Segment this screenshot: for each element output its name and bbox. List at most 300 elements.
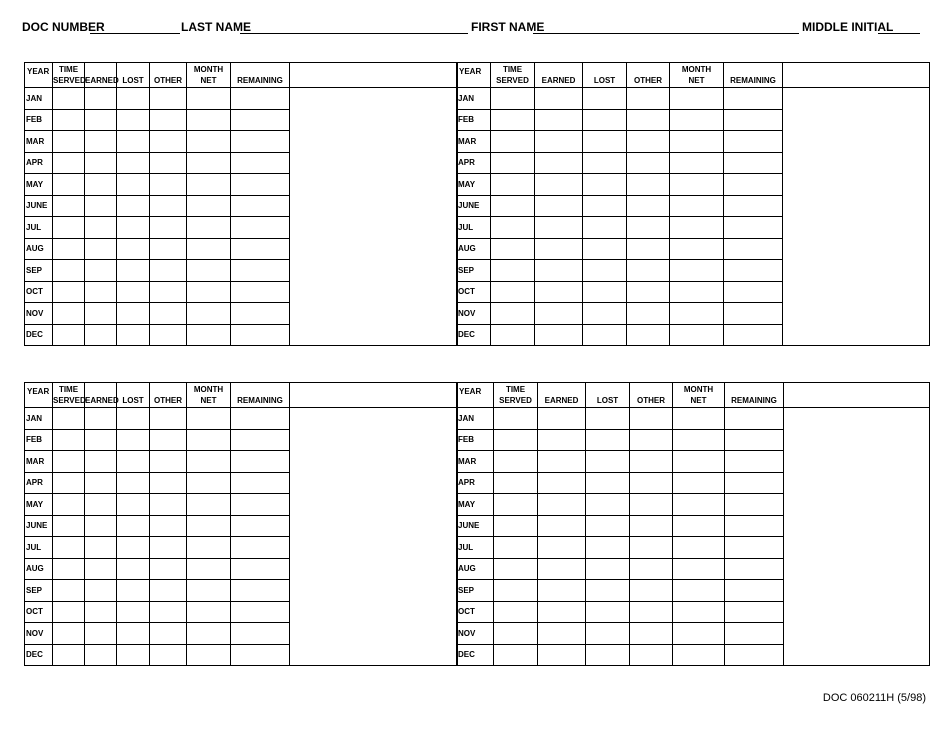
time-served-cell[interactable] [494,623,538,645]
notes-cell[interactable] [783,88,930,110]
lost-cell[interactable] [586,580,630,602]
notes-cell[interactable] [290,558,458,580]
notes-cell[interactable] [290,195,458,217]
remaining-cell[interactable] [231,88,290,110]
remaining-cell[interactable] [231,451,290,473]
lost-cell[interactable] [117,109,150,131]
notes-cell[interactable] [783,281,930,303]
time-served-cell[interactable] [491,217,535,239]
month-net-cell[interactable] [187,281,231,303]
doc-number-field[interactable] [90,33,180,34]
month-net-cell[interactable] [187,580,231,602]
earned-cell[interactable] [85,260,117,282]
time-served-cell[interactable] [53,494,85,516]
remaining-cell[interactable] [231,260,290,282]
lost-cell[interactable] [117,324,150,346]
lost-cell[interactable] [586,644,630,666]
other-cell[interactable] [150,303,187,325]
lost-cell[interactable] [583,238,627,260]
earned-cell[interactable] [535,238,583,260]
lost-cell[interactable] [586,558,630,580]
other-cell[interactable] [630,580,673,602]
time-served-cell[interactable] [53,109,85,131]
notes-cell[interactable] [784,601,930,623]
other-cell[interactable] [630,623,673,645]
time-served-cell[interactable] [53,408,85,430]
remaining-cell[interactable] [725,580,784,602]
other-cell[interactable] [630,451,673,473]
time-served-cell[interactable] [53,260,85,282]
lost-cell[interactable] [583,88,627,110]
lost-cell[interactable] [586,429,630,451]
last-name-field[interactable] [240,33,468,34]
earned-cell[interactable] [535,324,583,346]
earned-cell[interactable] [85,644,117,666]
time-served-cell[interactable] [53,580,85,602]
earned-cell[interactable] [538,537,586,559]
lost-cell[interactable] [117,152,150,174]
month-net-cell[interactable] [670,131,724,153]
notes-cell[interactable] [290,601,458,623]
remaining-cell[interactable] [231,408,290,430]
remaining-cell[interactable] [724,260,783,282]
earned-cell[interactable] [85,515,117,537]
remaining-cell[interactable] [724,174,783,196]
remaining-cell[interactable] [231,601,290,623]
other-cell[interactable] [630,408,673,430]
earned-cell[interactable] [535,281,583,303]
earned-cell[interactable] [538,408,586,430]
earned-cell[interactable] [538,429,586,451]
lost-cell[interactable] [117,131,150,153]
other-cell[interactable] [150,451,187,473]
time-served-cell[interactable] [494,644,538,666]
time-served-cell[interactable] [491,281,535,303]
month-net-cell[interactable] [187,623,231,645]
remaining-cell[interactable] [231,303,290,325]
other-cell[interactable] [627,324,670,346]
notes-cell[interactable] [290,537,458,559]
time-served-cell[interactable] [53,88,85,110]
notes-cell[interactable] [783,238,930,260]
lost-cell[interactable] [117,260,150,282]
notes-cell[interactable] [290,281,458,303]
earned-cell[interactable] [85,238,117,260]
lost-cell[interactable] [586,537,630,559]
month-net-cell[interactable] [187,88,231,110]
remaining-cell[interactable] [724,88,783,110]
month-net-cell[interactable] [673,494,725,516]
other-cell[interactable] [150,88,187,110]
notes-cell[interactable] [290,88,458,110]
lost-cell[interactable] [583,152,627,174]
month-net-cell[interactable] [673,580,725,602]
lost-cell[interactable] [583,174,627,196]
notes-cell[interactable] [290,217,458,239]
notes-cell[interactable] [784,408,930,430]
earned-cell[interactable] [85,217,117,239]
remaining-cell[interactable] [725,537,784,559]
lost-cell[interactable] [586,623,630,645]
other-cell[interactable] [150,601,187,623]
remaining-cell[interactable] [231,580,290,602]
other-cell[interactable] [150,238,187,260]
notes-cell[interactable] [783,195,930,217]
other-cell[interactable] [150,152,187,174]
time-served-cell[interactable] [491,324,535,346]
other-cell[interactable] [630,558,673,580]
earned-cell[interactable] [85,324,117,346]
notes-cell[interactable] [784,623,930,645]
lost-cell[interactable] [117,601,150,623]
lost-cell[interactable] [117,195,150,217]
month-net-cell[interactable] [673,429,725,451]
lost-cell[interactable] [586,515,630,537]
earned-cell[interactable] [538,601,586,623]
lost-cell[interactable] [117,217,150,239]
notes-cell[interactable] [290,152,458,174]
remaining-cell[interactable] [725,451,784,473]
earned-cell[interactable] [85,303,117,325]
remaining-cell[interactable] [231,472,290,494]
notes-cell[interactable] [290,429,458,451]
month-net-cell[interactable] [670,281,724,303]
lost-cell[interactable] [117,408,150,430]
remaining-cell[interactable] [231,623,290,645]
time-served-cell[interactable] [491,131,535,153]
earned-cell[interactable] [85,109,117,131]
remaining-cell[interactable] [724,238,783,260]
month-net-cell[interactable] [187,451,231,473]
notes-cell[interactable] [784,558,930,580]
month-net-cell[interactable] [187,303,231,325]
earned-cell[interactable] [85,131,117,153]
lost-cell[interactable] [583,303,627,325]
remaining-cell[interactable] [724,131,783,153]
earned-cell[interactable] [85,195,117,217]
lost-cell[interactable] [117,537,150,559]
time-served-cell[interactable] [491,109,535,131]
lost-cell[interactable] [586,601,630,623]
notes-cell[interactable] [783,109,930,131]
month-net-cell[interactable] [673,515,725,537]
other-cell[interactable] [150,281,187,303]
time-served-cell[interactable] [491,174,535,196]
earned-cell[interactable] [85,88,117,110]
remaining-cell[interactable] [231,515,290,537]
remaining-cell[interactable] [231,281,290,303]
time-served-cell[interactable] [53,174,85,196]
remaining-cell[interactable] [231,644,290,666]
notes-cell[interactable] [290,324,458,346]
earned-cell[interactable] [85,152,117,174]
earned-cell[interactable] [535,195,583,217]
earned-cell[interactable] [85,472,117,494]
other-cell[interactable] [627,217,670,239]
month-net-cell[interactable] [187,195,231,217]
other-cell[interactable] [150,217,187,239]
earned-cell[interactable] [535,88,583,110]
time-served-cell[interactable] [494,580,538,602]
time-served-cell[interactable] [53,281,85,303]
time-served-cell[interactable] [53,238,85,260]
other-cell[interactable] [627,152,670,174]
time-served-cell[interactable] [53,195,85,217]
remaining-cell[interactable] [231,217,290,239]
time-served-cell[interactable] [491,260,535,282]
earned-cell[interactable] [538,644,586,666]
other-cell[interactable] [627,131,670,153]
month-net-cell[interactable] [673,644,725,666]
middle-initial-field[interactable] [878,33,920,34]
time-served-cell[interactable] [53,429,85,451]
notes-cell[interactable] [783,131,930,153]
month-net-cell[interactable] [670,238,724,260]
lost-cell[interactable] [583,260,627,282]
remaining-cell[interactable] [231,537,290,559]
time-served-cell[interactable] [494,429,538,451]
earned-cell[interactable] [85,601,117,623]
earned-cell[interactable] [535,217,583,239]
time-served-cell[interactable] [53,324,85,346]
earned-cell[interactable] [85,558,117,580]
other-cell[interactable] [150,408,187,430]
other-cell[interactable] [630,429,673,451]
notes-cell[interactable] [290,623,458,645]
remaining-cell[interactable] [231,152,290,174]
remaining-cell[interactable] [231,429,290,451]
month-net-cell[interactable] [187,472,231,494]
remaining-cell[interactable] [231,109,290,131]
month-net-cell[interactable] [670,260,724,282]
month-net-cell[interactable] [670,152,724,174]
time-served-cell[interactable] [53,537,85,559]
month-net-cell[interactable] [670,303,724,325]
other-cell[interactable] [627,195,670,217]
time-served-cell[interactable] [494,472,538,494]
remaining-cell[interactable] [231,131,290,153]
month-net-cell[interactable] [187,494,231,516]
month-net-cell[interactable] [673,451,725,473]
lost-cell[interactable] [583,281,627,303]
lost-cell[interactable] [117,451,150,473]
notes-cell[interactable] [783,174,930,196]
remaining-cell[interactable] [725,429,784,451]
other-cell[interactable] [150,515,187,537]
month-net-cell[interactable] [670,195,724,217]
other-cell[interactable] [627,303,670,325]
time-served-cell[interactable] [53,131,85,153]
other-cell[interactable] [150,429,187,451]
earned-cell[interactable] [535,131,583,153]
month-net-cell[interactable] [673,623,725,645]
notes-cell[interactable] [290,131,458,153]
remaining-cell[interactable] [725,644,784,666]
time-served-cell[interactable] [53,601,85,623]
lost-cell[interactable] [117,88,150,110]
remaining-cell[interactable] [725,601,784,623]
earned-cell[interactable] [85,408,117,430]
notes-cell[interactable] [784,580,930,602]
other-cell[interactable] [627,238,670,260]
earned-cell[interactable] [535,174,583,196]
notes-cell[interactable] [784,515,930,537]
earned-cell[interactable] [538,515,586,537]
earned-cell[interactable] [538,558,586,580]
other-cell[interactable] [150,558,187,580]
lost-cell[interactable] [586,451,630,473]
notes-cell[interactable] [784,494,930,516]
notes-cell[interactable] [783,324,930,346]
earned-cell[interactable] [85,429,117,451]
other-cell[interactable] [150,195,187,217]
lost-cell[interactable] [583,324,627,346]
other-cell[interactable] [150,580,187,602]
first-name-field[interactable] [533,33,799,34]
notes-cell[interactable] [290,451,458,473]
month-net-cell[interactable] [187,537,231,559]
month-net-cell[interactable] [187,324,231,346]
remaining-cell[interactable] [231,324,290,346]
earned-cell[interactable] [538,451,586,473]
time-served-cell[interactable] [494,494,538,516]
remaining-cell[interactable] [231,494,290,516]
remaining-cell[interactable] [231,195,290,217]
lost-cell[interactable] [117,515,150,537]
earned-cell[interactable] [535,303,583,325]
earned-cell[interactable] [85,494,117,516]
time-served-cell[interactable] [53,152,85,174]
remaining-cell[interactable] [724,303,783,325]
time-served-cell[interactable] [53,217,85,239]
month-net-cell[interactable] [187,152,231,174]
lost-cell[interactable] [586,472,630,494]
earned-cell[interactable] [538,623,586,645]
remaining-cell[interactable] [725,408,784,430]
time-served-cell[interactable] [53,303,85,325]
other-cell[interactable] [150,260,187,282]
month-net-cell[interactable] [673,472,725,494]
lost-cell[interactable] [117,623,150,645]
remaining-cell[interactable] [725,472,784,494]
earned-cell[interactable] [85,580,117,602]
remaining-cell[interactable] [231,174,290,196]
month-net-cell[interactable] [670,109,724,131]
lost-cell[interactable] [117,558,150,580]
other-cell[interactable] [627,88,670,110]
notes-cell[interactable] [784,472,930,494]
time-served-cell[interactable] [491,88,535,110]
notes-cell[interactable] [784,537,930,559]
month-net-cell[interactable] [670,88,724,110]
time-served-cell[interactable] [53,644,85,666]
month-net-cell[interactable] [187,174,231,196]
month-net-cell[interactable] [670,174,724,196]
remaining-cell[interactable] [724,324,783,346]
notes-cell[interactable] [290,408,458,430]
time-served-cell[interactable] [491,303,535,325]
remaining-cell[interactable] [724,281,783,303]
time-served-cell[interactable] [53,515,85,537]
earned-cell[interactable] [538,580,586,602]
other-cell[interactable] [150,537,187,559]
notes-cell[interactable] [783,217,930,239]
other-cell[interactable] [627,260,670,282]
lost-cell[interactable] [583,195,627,217]
other-cell[interactable] [150,623,187,645]
earned-cell[interactable] [535,152,583,174]
other-cell[interactable] [630,537,673,559]
time-served-cell[interactable] [491,238,535,260]
month-net-cell[interactable] [673,558,725,580]
other-cell[interactable] [150,174,187,196]
earned-cell[interactable] [85,451,117,473]
time-served-cell[interactable] [53,451,85,473]
month-net-cell[interactable] [187,260,231,282]
remaining-cell[interactable] [724,109,783,131]
earned-cell[interactable] [85,537,117,559]
time-served-cell[interactable] [494,537,538,559]
notes-cell[interactable] [783,303,930,325]
earned-cell[interactable] [538,494,586,516]
time-served-cell[interactable] [53,623,85,645]
other-cell[interactable] [150,644,187,666]
time-served-cell[interactable] [494,515,538,537]
other-cell[interactable] [630,601,673,623]
lost-cell[interactable] [586,408,630,430]
lost-cell[interactable] [117,472,150,494]
notes-cell[interactable] [290,472,458,494]
lost-cell[interactable] [117,174,150,196]
notes-cell[interactable] [290,515,458,537]
remaining-cell[interactable] [231,238,290,260]
lost-cell[interactable] [117,281,150,303]
month-net-cell[interactable] [670,324,724,346]
earned-cell[interactable] [85,281,117,303]
lost-cell[interactable] [583,109,627,131]
lost-cell[interactable] [117,580,150,602]
notes-cell[interactable] [290,644,458,666]
month-net-cell[interactable] [187,408,231,430]
other-cell[interactable] [150,131,187,153]
time-served-cell[interactable] [494,408,538,430]
notes-cell[interactable] [783,152,930,174]
other-cell[interactable] [150,109,187,131]
earned-cell[interactable] [85,174,117,196]
notes-cell[interactable] [290,303,458,325]
time-served-cell[interactable] [53,472,85,494]
other-cell[interactable] [630,515,673,537]
remaining-cell[interactable] [725,494,784,516]
notes-cell[interactable] [783,260,930,282]
lost-cell[interactable] [117,494,150,516]
notes-cell[interactable] [290,109,458,131]
notes-cell[interactable] [784,429,930,451]
other-cell[interactable] [630,644,673,666]
month-net-cell[interactable] [187,238,231,260]
month-net-cell[interactable] [187,217,231,239]
remaining-cell[interactable] [724,152,783,174]
lost-cell[interactable] [117,429,150,451]
time-served-cell[interactable] [494,451,538,473]
lost-cell[interactable] [583,131,627,153]
other-cell[interactable] [627,109,670,131]
time-served-cell[interactable] [53,558,85,580]
time-served-cell[interactable] [494,601,538,623]
remaining-cell[interactable] [725,515,784,537]
month-net-cell[interactable] [187,644,231,666]
earned-cell[interactable] [535,109,583,131]
